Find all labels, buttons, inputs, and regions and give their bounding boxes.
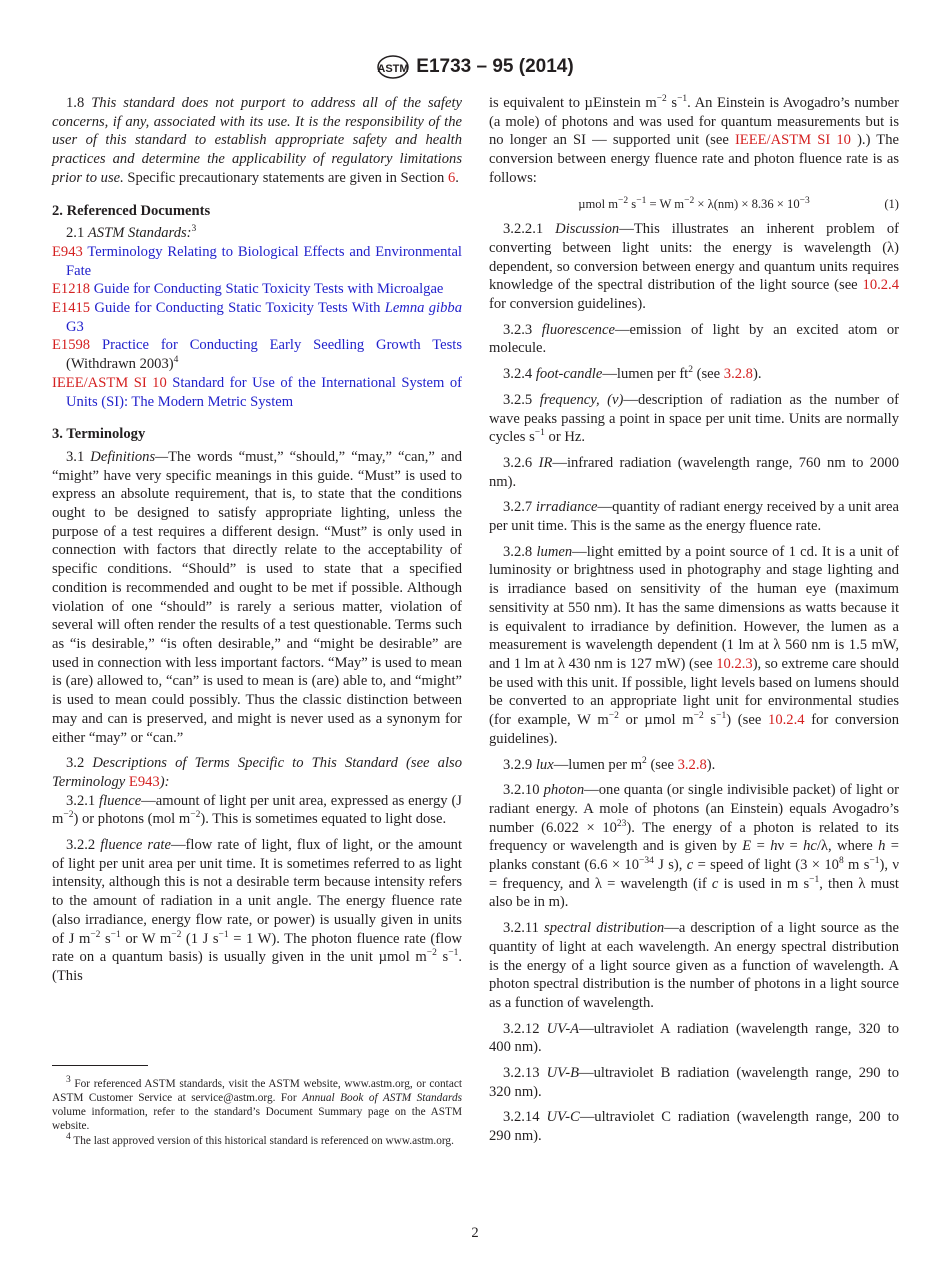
paragraph [489,781,899,912]
superscript: −1 [809,874,820,885]
text-run: 3.2 [66,755,93,772]
superscript: −3 [799,195,810,206]
italic-text: lumen [536,543,573,560]
cross-reference-link[interactable]: E943 [52,243,83,260]
text-run: —a description of a light source as the quantity of light at each wavelength. An energy spectral distribution is the energy of a light source given as a function of wavelength. A photon spectral distribution is the number of photons in a light source as a function of wavelength. [489,920,900,1011]
paragraph [489,220,899,314]
paragraph [489,1020,899,1057]
text-run: = W m [646,196,685,211]
text-run: is equivalent to µEinstein m [489,95,657,111]
text-run: for conversion guidelines). [489,712,899,747]
section-heading [52,425,462,444]
paragraph [52,224,462,243]
text-run: ). [706,756,716,773]
text-run: 3.2.1 [66,792,100,809]
paragraph [52,1077,462,1133]
text-run: or Hz. [544,429,586,446]
superscript: −1 [636,195,647,206]
text-run: 3.2.8 [503,543,537,560]
italic-text: frequency, (ν) [539,391,624,408]
text-run: s [703,712,717,729]
paragraph [52,94,462,188]
text-run: ) or photons (mol m [73,811,191,828]
astm-logo-icon [376,54,410,80]
superscript: −2 [656,94,667,105]
superscript: −2 [693,711,704,722]
text-run: 3.2.11 [503,920,545,937]
cross-reference-link[interactable]: IEEE/ASTM SI 10 [52,374,167,391]
text-run: Specific precautionary statements are given in Section [123,169,448,186]
footnotes [52,1077,462,1149]
cross-reference-link[interactable]: Guide for Conducting Static Toxicity Tests with Microalgae [90,281,444,298]
text-run: —amount of light per unit area, expressed as energy (J m [52,792,462,828]
cross-reference-link[interactable]: E1598 [52,337,91,354]
text-run: 2.1 [66,225,88,242]
italic-text: lux [535,756,554,773]
text-run: 3.2.5 [503,391,540,408]
italic-text: irradiance [535,499,598,516]
italic-text: This standard does not purport to address all of the safety concerns, if any, associated with its use. It is the responsibility of the user of this standard to establish appropriate safety and health practices and determine the applicability of regulatory limitations prior to use. [52,95,462,186]
cross-reference-link[interactable]: Terminology Relating to Biological Effects and Environmental Fate [66,243,462,279]
text-run: s [666,95,678,111]
cross-reference-link[interactable]: Lemna gibba [384,300,462,317]
text-run: 3.2.6 [503,454,539,471]
text-run: 3.2.13 [503,1065,547,1082]
italic-text: fluorescence [541,321,615,338]
italic-text: fluence [99,792,142,809]
text-run: (Withdrawn 2003) [66,356,174,373]
text-run: 3.2.2.1 [503,221,556,238]
italic-text: photon [543,782,585,799]
italic-text: c [686,857,694,874]
cross-reference-link[interactable]: IEEE/ASTM SI 10 [734,132,851,149]
italic-text: UV-A [546,1020,580,1037]
cross-reference-link[interactable]: E943 [128,773,160,790]
text-run: The words “must,” “should,” “may,” “can,” and “might” have very specific meanings in this guide. “Must” is used to express an absolute requirement, that is, to state that the conditions ought to be designed to satisfy appropriate lighting, unless the purpose of a test requires a different design. “Must” is only used in connection with factors that directly relate to the acceptability of specific conditions. “Should” is used to state that a specified condition is recommended and ought to be met if possible. Although violation of one “should” is rarely a serious matter, violation of several will often render the results of a test questionable. Terms such as “is desirable,” “is often desirable,” and “might be desirable” are used in connection with less important factors. “May” is used to mean is (are) allowed to, “can” is used to mean is (are) able to, and “might” is used to mean could possibly. Thus the classic distinction between may and can is preserved, and might is never used as a synonym for either “may” or “can.” [52,448,463,746]
reference-item [52,374,462,411]
paragraph [52,792,462,829]
text-run: s [628,196,637,211]
paragraph [489,94,899,188]
text-run: ). This is sometimes equated to light dose. [200,811,447,828]
text-run: For referenced ASTM standards, visit the ASTM website, www.astm.org, or contact ASTM Customer Service at service@astm.org. For [52,1078,462,1104]
italic-text: hc [803,838,817,855]
cross-reference-link[interactable]: E1218 [52,281,91,298]
text-run: (see [646,756,678,773]
superscript: −2 [618,195,629,206]
paragraph [489,321,899,358]
italic-text: E [742,838,752,855]
text-run: s [100,930,111,947]
text-run: or W m [120,930,172,947]
text-run: for conversion guidelines). [489,296,646,313]
cross-reference-link[interactable]: G3 [66,318,84,335]
superscript: −34 [639,856,654,867]
reference-item [52,299,462,336]
reference-item [52,280,462,299]
text-run: —one quanta (or single indivisible packet) of light or radiant energy. A mole of photons (an Einstein) equals Avogadro’s number (6.022 × 10 [489,782,899,836]
text-run: µmol m [578,196,619,211]
text-run: ).) The conversion between energy fluence rate and photon fluence rate is as follows: [489,132,899,186]
superscript: 3 [191,224,197,235]
page-number: 2 [471,1225,479,1241]
right-column [489,94,899,1153]
paragraph [489,543,899,749]
cross-reference-link[interactable]: Practice for Conducting Early Seedling Growth Tests [90,337,462,354]
superscript: −1 [110,929,121,940]
paragraph [489,498,899,535]
text-run: volume information, refer to the standard’s Document Summary page on the ASTM website. [52,1106,462,1132]
text-run: 3.2.7 [503,499,536,516]
text-run: 2. Referenced Documents [52,202,211,219]
superscript: 3 [66,1075,71,1086]
text-run: . (This [52,949,463,984]
italic-text: Annual Book of ASTM Standards [302,1092,462,1104]
equation [489,195,899,214]
cross-reference-link[interactable]: 3.2.8 [677,756,707,773]
text-run: 3.2.2 [66,837,101,854]
cross-reference-link[interactable]: 10.2.4 [768,712,805,729]
text-run: —light emitted by a point source of 1 cd. It is a unit of luminosity or brightness used in photography and stage lighting and is irradiance based on sensitivity of the human eye (maximum sensitivity at 550 nm). It has the same dimensions as watts because it is equivalent to irradiance by definition. However, the lumen as a measurement is wavelength dependent (1 lm at λ 560 nm is 1.5 mW, and 1 lm at λ 430 nm is 127 mW) (see [489,543,899,672]
text-run: —lumen per m [553,756,643,773]
text-run: ν = [777,838,804,855]
text-run: (see [692,366,724,383]
superscript: 4 [173,355,179,366]
text-run: 3.2.12 [503,1020,547,1037]
superscript: −1 [448,948,459,959]
text-run: ). [752,366,762,383]
footnote-divider [52,1065,148,1066]
superscript: −2 [63,810,74,821]
text-run: —ultraviolet A radiation (wavelength range, 320 to 400 nm). [489,1020,899,1056]
text-run: 3.2.10 [503,782,544,799]
italic-text: ): [159,773,170,790]
paragraph [489,1108,899,1145]
text-run: . An Einstein is Avogadro’s number (a mole) of photons and was used for quantum measurements but is no longer an SI — supported unit (see [489,95,899,149]
text-run: m s [843,857,870,874]
italic-text: spectral distribution [544,920,665,937]
cross-reference-link[interactable]: 3.2.8 [723,366,753,383]
superscript: 8 [838,856,844,867]
text-run: . [455,169,459,186]
superscript: 23 [616,818,627,829]
text-run: 1.8 [66,95,92,111]
paragraph [52,836,462,986]
text-run: ). The energy of a photon is related to its frequency or wavelength and is given by [489,819,899,855]
text-run: = planks constant (6.6 × 10 [489,838,899,874]
cross-reference-link[interactable]: Standard for Use of the International System of Units (SI): The Modern Metric System [66,374,462,410]
text-run: ), ν = frequency, and λ = wavelength (if [489,857,899,892]
italic-text: ASTM Standards: [87,225,192,242]
left-column [52,94,462,993]
text-run: 3.2.4 [503,366,536,383]
text-run: —infrared radiation (wavelength range, 760 nm to 2000 nm). [489,454,899,490]
text-run: is used in m s [718,875,810,892]
text-run: /λ, where [816,838,879,855]
text-run: (1 J s [181,930,219,947]
superscript: −1 [534,428,545,439]
superscript: −2 [90,929,101,940]
paragraph [52,754,462,791]
cross-reference-link[interactable]: E1415 [52,300,91,317]
text-run: —description of radiation as the number of wave peaks passing a point in space per unit time. Units are normally cycles s [489,391,899,446]
text-run: —flow rate of light, flux of light, or the amount of light per unit area per unit time. It is sometimes referred to as light intensity, although this is not a desirable term because intensity refers to the amount of radiation in a unit angle. The energy fluence rate (also irradiance, energy flow rate, or power) is usually given in units of J m [52,837,463,947]
text-run: ), so extreme care should be used with this unit. If possible, light levels based on lumens should be converted to an appropriate light unit for environmental studies (for example, W m [489,655,899,729]
text-run: 3.1 [66,448,91,465]
superscript: 4 [66,1132,71,1143]
text-run: 3. Terminology [52,426,146,443]
svg-text:ASTM: ASTM [377,63,409,75]
paragraph [52,1134,462,1148]
italic-text: IR [538,454,553,471]
text-run: × λ(nm) × 8.36 × 10 [694,196,800,211]
italic-text: fluence rate [100,837,171,854]
section-heading [52,202,462,221]
text-run: , then λ must also be in m). [489,875,899,911]
text-run: —lumen per ft [602,366,689,383]
page-header [0,54,950,80]
superscript: −1 [716,711,727,722]
italic-text: foot-candle [535,366,603,383]
paragraph [489,454,899,491]
text-run: —This illustrates an inherent problem of converting between light units: the energy is wavelength (λ) dependent, so conversion between energy and quantum units requires knowledge of the spectral distribution of the light source (see [489,221,899,294]
paragraph [489,919,899,1013]
equation-number: (1) [884,196,899,211]
text-run: 3.2.3 [503,321,542,338]
document-designation: E1733 – 95 (2014) [416,56,574,78]
italic-text: Descriptions of Terms Specific to This Standard (see also Terminology [52,755,462,790]
paragraph [489,391,899,447]
cross-reference-link[interactable]: 10.2.3 [716,655,753,672]
reference-item [52,243,462,280]
paragraph [52,448,462,747]
superscript: 2 [642,755,647,766]
text-run: J s), [653,857,687,874]
reference-item [52,336,462,373]
text-run: s [436,949,449,966]
superscript: −2 [190,810,201,821]
text-run: 3.2.14 [503,1109,547,1126]
paragraph [489,365,899,384]
italic-text: c [711,875,719,892]
text-run: = [751,838,771,855]
text-run: 3.2.9 [503,756,536,773]
italic-text: h [878,838,886,855]
text-run: —ultraviolet C radiation (wavelength range, 200 to 290 nm). [489,1109,899,1145]
superscript: −2 [171,929,182,940]
cross-reference-link[interactable]: Guide for Conducting Static Toxicity Tests With [90,300,385,317]
italic-text: UV-B [546,1065,579,1082]
text-run: —quantity of radiant energy received by a unit area per unit time. This is the same as the energy fluence rate. [489,499,899,535]
superscript: −1 [218,929,229,940]
text-run: = speed of light (3 × 10 [693,857,839,874]
italic-text: h [770,838,778,855]
italic-text: Definitions— [90,448,169,465]
superscript: −1 [869,856,880,867]
text-run: ) (see [726,712,769,729]
italic-text: Discussion [555,221,620,238]
text-run: —emission of light by an excited atom or molecule. [489,321,899,357]
superscript: −2 [684,195,695,206]
cross-reference-link[interactable]: 6 [447,169,456,186]
superscript: −2 [426,948,437,959]
paragraph [489,1064,899,1101]
cross-reference-link[interactable]: 10.2.4 [862,277,899,294]
superscript: 2 [688,365,693,376]
paragraph [489,756,899,775]
italic-text: UV-C [546,1109,580,1126]
text-run: —ultraviolet B radiation (wavelength range, 290 to 320 nm). [489,1065,899,1100]
text-run: = 1 W). The photon fluence rate (flow rate on a quantum basis) is usually given in the unit µmol m [52,930,463,966]
text-run: The last approved version of this historical standard is referenced on www.astm.org. [70,1135,454,1147]
superscript: −2 [608,711,619,722]
superscript: −1 [677,94,688,105]
text-run: or µmol m [618,712,694,729]
